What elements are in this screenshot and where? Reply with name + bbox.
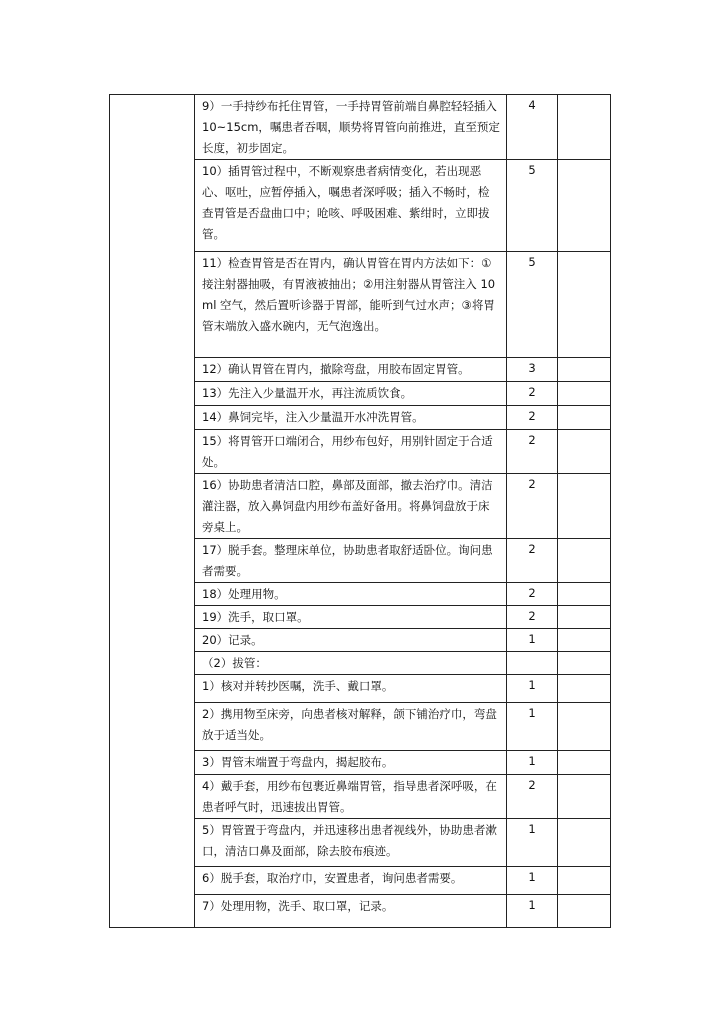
score-cell [507,583,558,606]
score-cell [507,382,558,406]
score-cell [507,430,558,474]
blank-cell [558,675,611,703]
blank-cell [558,703,611,751]
score-cell [507,867,558,895]
blank-cell [558,474,611,539]
score-value: 1 [528,706,536,720]
step-text: 5）胃管置于弯盘内，并迅速移出患者视线外，协助患者漱口，清洁口鼻及面部，除去胶布痕迹。 [202,823,497,858]
step-text: （2）拔管： [202,656,267,670]
step-cell [195,703,507,751]
blank-cell [558,819,611,867]
step-cell [195,819,507,867]
blank-cell [558,583,611,606]
step-text: 18）处理用物。 [202,587,286,601]
step-text: 1）核对并转抄医嘱，洗手、戴口罩。 [202,679,394,693]
score-value: 1 [528,754,536,768]
score-value: 2 [528,433,536,447]
blank-cell [558,406,611,430]
step-cell [195,775,507,819]
step-cell [195,606,507,629]
table-row [110,95,611,160]
score-value: 1 [528,898,536,912]
score-value: 2 [528,778,536,792]
step-cell [195,675,507,703]
blank-cell [558,160,611,252]
step-cell [195,382,507,406]
step-text: 13）先注入少量温开水，再注流质饮食。 [202,386,413,400]
score-value: 5 [528,163,536,177]
score-value: 4 [528,98,536,112]
step-cell [195,430,507,474]
blank-cell [558,358,611,382]
step-cell [195,867,507,895]
step-text: 15）将胃管开口端闭合，用纱布包好，用别针固定于合适处。 [202,434,493,469]
step-text: 10）插胃管过程中，不断观察患者病情变化，若出现恶心、呕吐，应暂停插入，嘱患者深呼吸；插入不畅时，检查胃管是否盘曲口中；呛咳、呼吸困难、紫绀时，立即拔管。 [202,164,490,241]
blank-cell [558,95,611,160]
score-cell [507,703,558,751]
blank-cell [558,895,611,928]
step-cell [195,539,507,583]
blank-cell [558,751,611,775]
blank-cell [558,652,611,675]
step-text: 16）协助患者清洁口腔，鼻部及面部，撤去治疗巾。清洁灌注器，放入鼻饲盘内用纱布盖好备用。将鼻饲盘放于床旁桌上。 [202,478,493,534]
step-cell [195,252,507,358]
step-cell [195,652,507,675]
step-text: 17）脱手套。整理床单位，协助患者取舒适卧位。询问患者需要。 [202,543,493,578]
step-text: 9）一手持纱布托住胃管，一手持胃管前端自鼻腔轻轻插入 10~15cm，嘱患者吞咽，顺势将胃管向前推进，直至预定长度，初步固定。 [202,99,500,155]
step-cell [195,629,507,652]
step-cell [195,160,507,252]
blank-cell [558,606,611,629]
score-cell [507,819,558,867]
score-cell [507,629,558,652]
step-cell [195,583,507,606]
step-text: 20）记录。 [202,633,263,647]
step-text: 14）鼻饲完毕，注入少量温开水冲洗胃管。 [202,410,424,424]
blank-cell [558,539,611,583]
score-cell [507,474,558,539]
step-cell [195,895,507,928]
step-cell [195,358,507,382]
score-cell [507,252,558,358]
score-value: 1 [528,870,536,884]
score-cell [507,652,558,675]
score-cell [507,406,558,430]
step-text: 19）洗手，取口罩。 [202,610,309,624]
category-cell [110,95,195,928]
score-cell [507,358,558,382]
scoring-table [109,94,611,928]
score-value: 1 [528,632,536,646]
score-cell [507,675,558,703]
blank-cell [558,775,611,819]
step-cell [195,474,507,539]
blank-cell [558,867,611,895]
score-cell [507,539,558,583]
step-text: 3）胃管末端置于弯盘内，揭起胶布。 [202,755,394,769]
score-value: 2 [528,609,536,623]
step-text: 2）携用物至床旁，向患者核对解释，颌下铺治疗巾，弯盘放于适当处。 [202,707,497,742]
score-value: 1 [528,678,536,692]
score-value: 5 [528,255,536,269]
blank-cell [558,252,611,358]
score-value: 2 [528,586,536,600]
step-cell [195,95,507,160]
score-cell [507,606,558,629]
step-text: 4）戴手套，用纱布包裹近鼻端胃管，指导患者深呼吸，在患者呼气时，迅速拔出胃管。 [202,779,497,814]
step-cell [195,406,507,430]
score-cell [507,751,558,775]
score-cell [507,775,558,819]
step-cell [195,751,507,775]
blank-cell [558,430,611,474]
score-value: 2 [528,409,536,423]
score-cell [507,895,558,928]
step-text: 7）处理用物，洗手、取口罩，记录。 [202,899,394,913]
score-value: 3 [528,361,536,375]
score-value: 1 [528,822,536,836]
score-value: 2 [528,477,536,491]
blank-cell [558,382,611,406]
score-value: 2 [528,385,536,399]
step-text: 6）脱手套，取治疗巾，安置患者，询问患者需要。 [202,871,463,885]
step-text: 11）检查胃管是否在胃内，确认胃管在胃内方法如下：①接注射器抽吸，有胃液被抽出；②用注射器从胃管注入 10ml 空气，然后置听诊器于胃部，能听到气过水声；③将胃管末端放入盛水碗内，无气泡逸出。 [202,256,496,333]
blank-cell [558,629,611,652]
score-cell [507,95,558,160]
step-text: 12）确认胃管在胃内，撤除弯盘，用胶布固定胃管。 [202,362,470,376]
score-value: 2 [528,542,536,556]
score-cell [507,160,558,252]
